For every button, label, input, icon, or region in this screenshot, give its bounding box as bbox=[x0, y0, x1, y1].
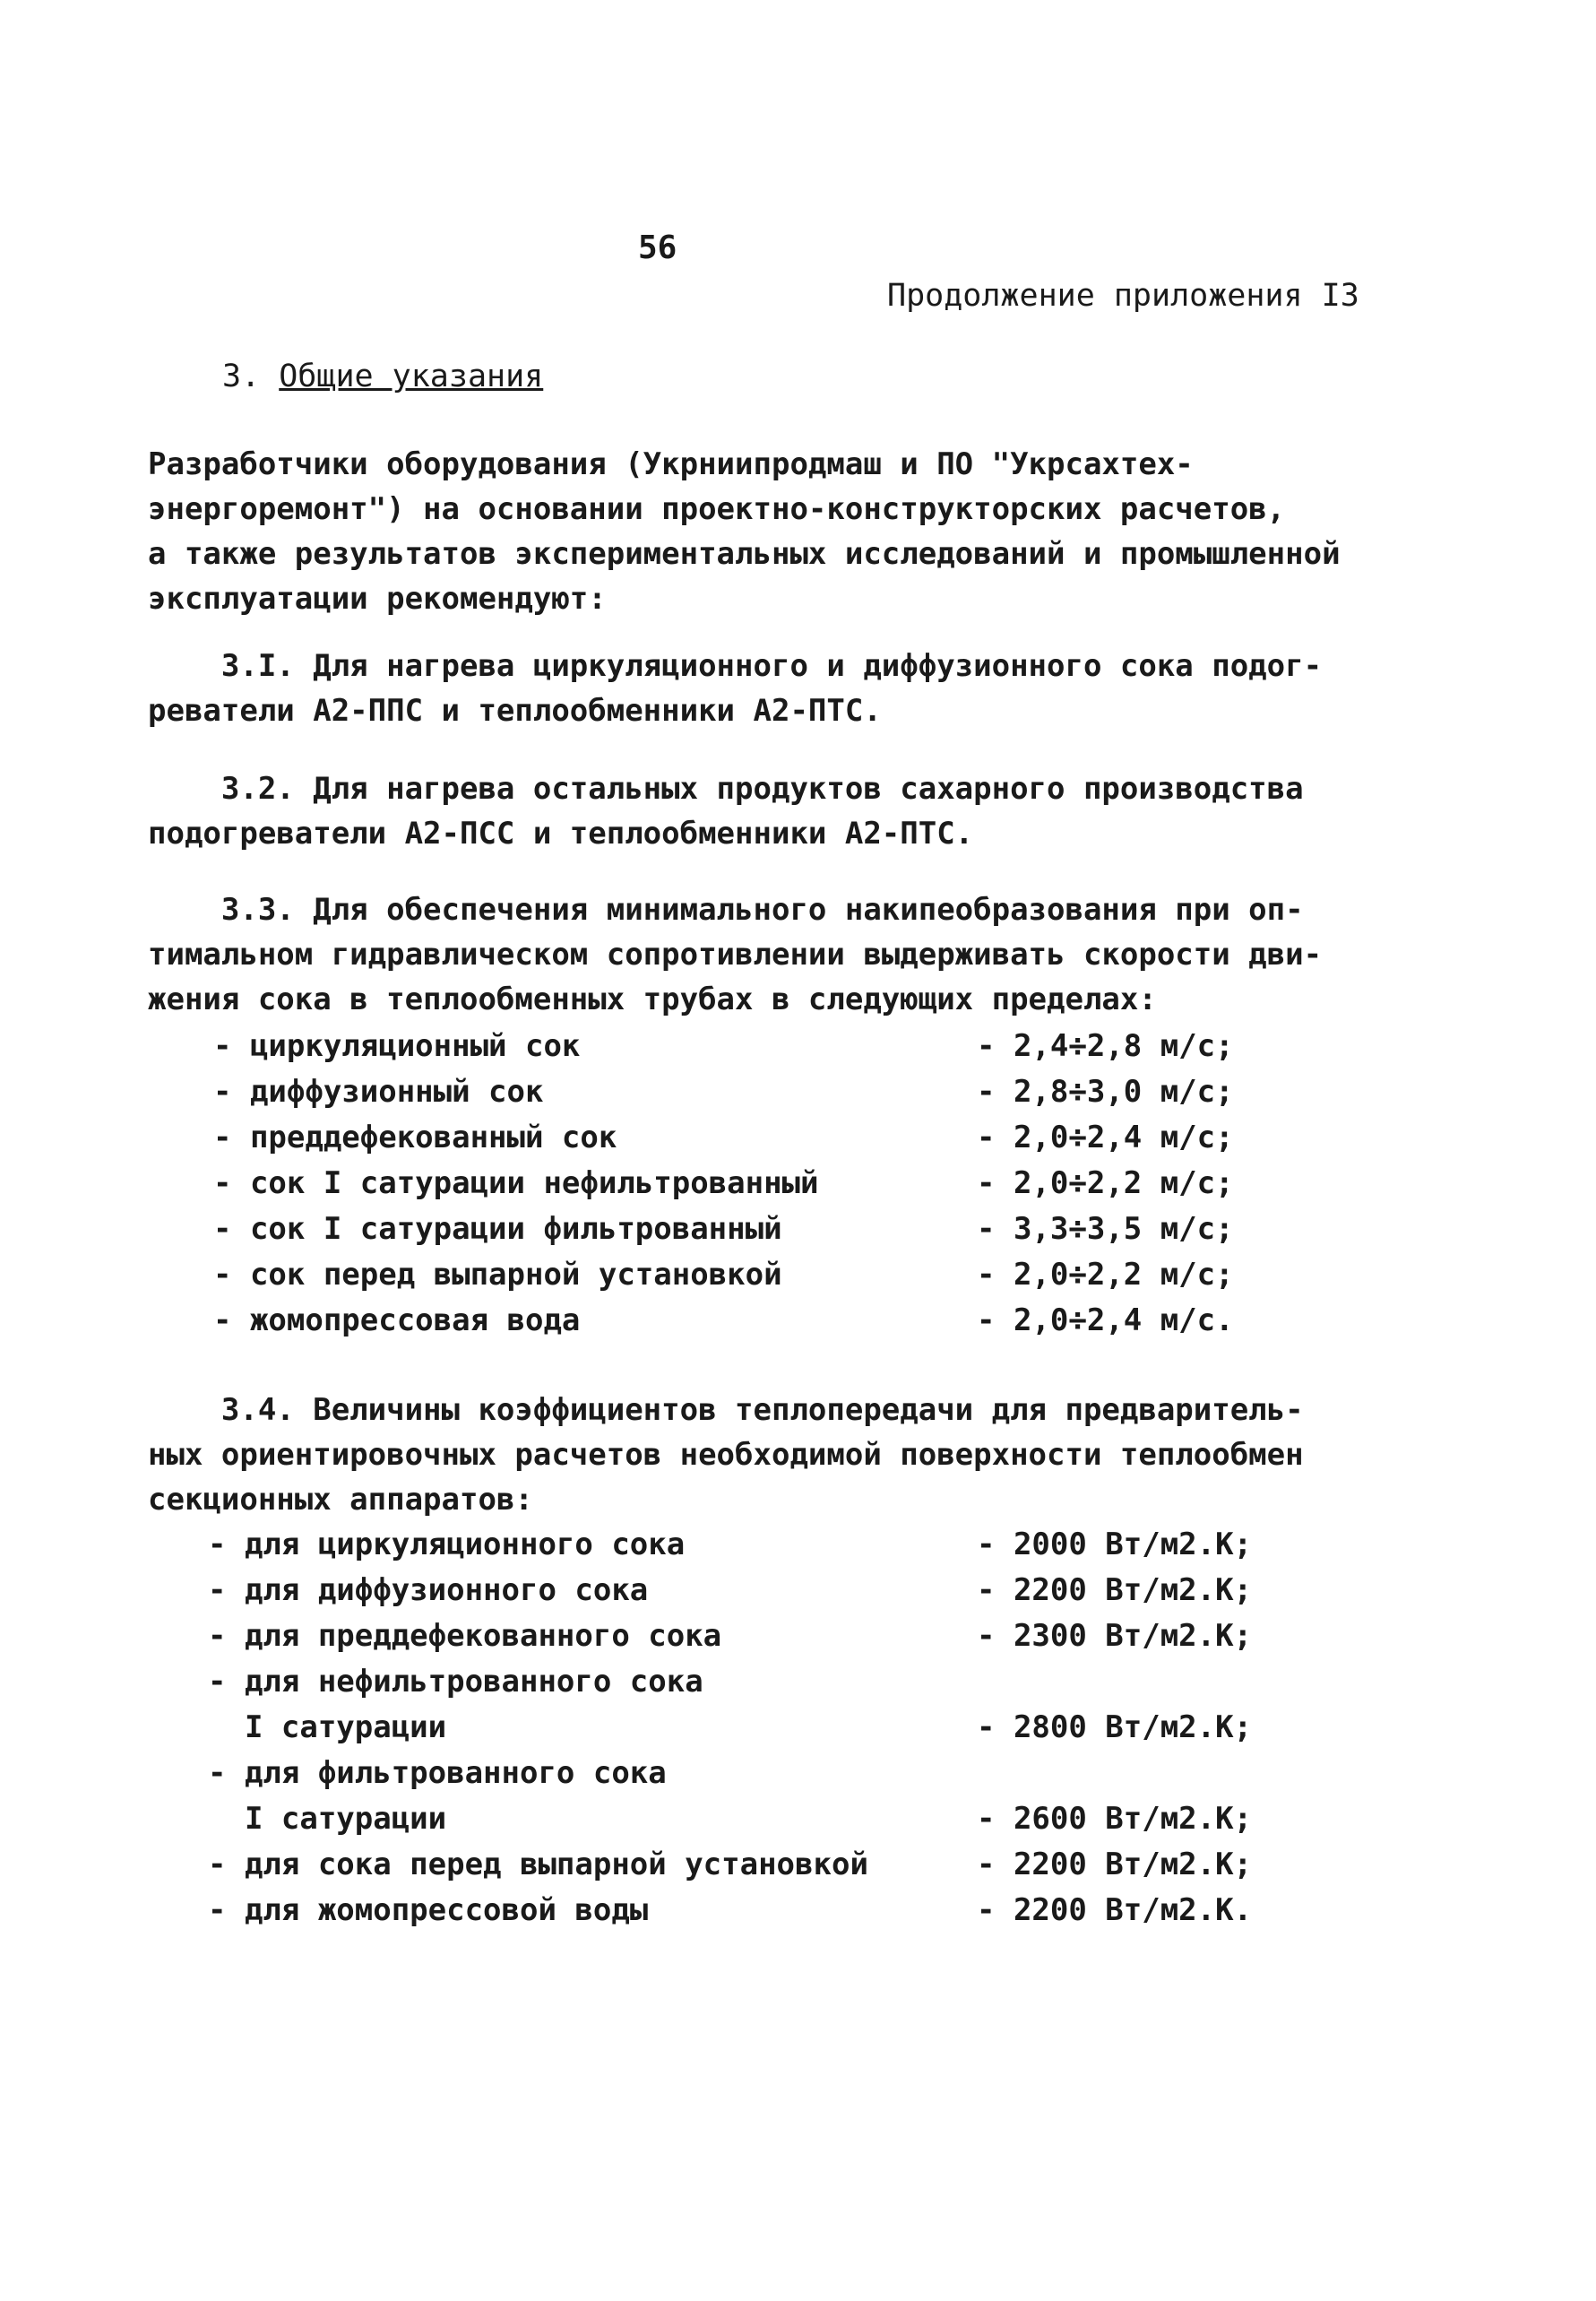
coef-value: - 2600 Вт/м2.К; bbox=[977, 1801, 1253, 1837]
page-number: 56 bbox=[638, 229, 677, 266]
coef-label: I сатурации bbox=[208, 1801, 447, 1837]
text-line: жения сока в теплообменных трубах в следующих пределах: bbox=[148, 982, 1157, 1017]
speed-label: - циркуляционный сок bbox=[213, 1028, 581, 1064]
text-line: 3.2. Для нагрева остальных продуктов сахарного производства bbox=[148, 771, 1304, 807]
coef-label: - для преддефекованного сока bbox=[208, 1618, 722, 1654]
speed-value: - 2,0÷2,4 м/с. bbox=[977, 1302, 1234, 1338]
coef-label: - для диффузионного сока bbox=[208, 1572, 649, 1608]
text-line: энергоремонт") на основании проектно-конструкторских расчетов, bbox=[148, 491, 1286, 527]
speed-value: - 2,0÷2,4 м/с; bbox=[977, 1120, 1234, 1155]
text-line: эксплуатации рекомендуют: bbox=[148, 581, 607, 617]
text-line: реватели А2-ППС и теплообменники А2-ПТС. bbox=[148, 693, 882, 729]
coef-value: - 2200 Вт/м2.К; bbox=[977, 1847, 1253, 1882]
text-line: 3.4. Величины коэффициентов теплопередачи для предваритель- bbox=[148, 1392, 1304, 1428]
speed-label: - диффузионный сок bbox=[213, 1074, 544, 1110]
coef-value: - 2800 Вт/м2.К; bbox=[977, 1709, 1253, 1745]
intro-paragraph bbox=[148, 442, 1349, 621]
coef-label: - для циркуляционного сока bbox=[208, 1527, 686, 1562]
text-line: ных ориентировочных расчетов необходимой поверхности теплообмен bbox=[148, 1437, 1304, 1473]
speed-label: - жомопрессовая вода bbox=[213, 1302, 581, 1338]
speed-value: - 2,4÷2,8 м/с; bbox=[977, 1028, 1234, 1064]
paragraph-3-4 bbox=[148, 1388, 1349, 1522]
paragraph-3-3 bbox=[148, 887, 1349, 1022]
speed-label: - сок I сатурации фильтрованный bbox=[213, 1211, 782, 1247]
coef-label: - для фильтрованного сока bbox=[208, 1755, 667, 1791]
coef-label: I сатурации bbox=[208, 1709, 447, 1745]
coef-value: - 2200 Вт/м2.К. bbox=[977, 1892, 1253, 1928]
text-line: подогреватели А2-ПСС и теплообменники А2-ПТС. bbox=[148, 816, 974, 852]
coef-value: - 2200 Вт/м2.К; bbox=[977, 1572, 1253, 1608]
coef-label: - для сока перед выпарной установкой bbox=[208, 1847, 868, 1882]
speed-label: - сок I сатурации нефильтрованный bbox=[213, 1165, 819, 1201]
text-line: а также результатов экспериментальных исследований и промышленной bbox=[148, 536, 1341, 572]
text-line: секционных аппаратов: bbox=[148, 1482, 533, 1518]
section-number: 3. bbox=[222, 359, 261, 394]
text-line: 3.3. Для обеспечения минимального накипеобразования при оп- bbox=[148, 892, 1304, 928]
text-line: Разработчики оборудования (Укрниипродмаш и ПО "Укрсахтех- bbox=[148, 446, 1194, 482]
paragraph-3-2 bbox=[148, 766, 1349, 856]
paragraph-3-1 bbox=[148, 644, 1349, 733]
speed-label: - преддефекованный сок bbox=[213, 1120, 617, 1155]
speed-value: - 3,3÷3,5 м/с; bbox=[977, 1211, 1234, 1247]
speed-label: - сок перед выпарной установкой bbox=[213, 1257, 782, 1293]
speed-value: - 2,0÷2,2 м/с; bbox=[977, 1165, 1234, 1201]
speed-value: - 2,0÷2,2 м/с; bbox=[977, 1257, 1234, 1293]
text-line: тимальном гидравлическом сопротивлении выдерживать скорости дви- bbox=[148, 937, 1323, 973]
section-heading bbox=[222, 359, 543, 394]
section-title: Общие указания bbox=[279, 359, 544, 394]
coef-value: - 2000 Вт/м2.К; bbox=[977, 1527, 1253, 1562]
text-line: 3.I. Для нагрева циркуляционного и диффузионного сока подог- bbox=[148, 648, 1323, 684]
coef-label: - для нефильтрованного сока bbox=[208, 1664, 703, 1700]
continuation-note: Продолжение приложения I3 bbox=[887, 278, 1359, 314]
coef-label: - для жомопрессовой воды bbox=[208, 1892, 649, 1928]
coef-value: - 2300 Вт/м2.К; bbox=[977, 1618, 1253, 1654]
speed-value: - 2,8÷3,0 м/с; bbox=[977, 1074, 1234, 1110]
